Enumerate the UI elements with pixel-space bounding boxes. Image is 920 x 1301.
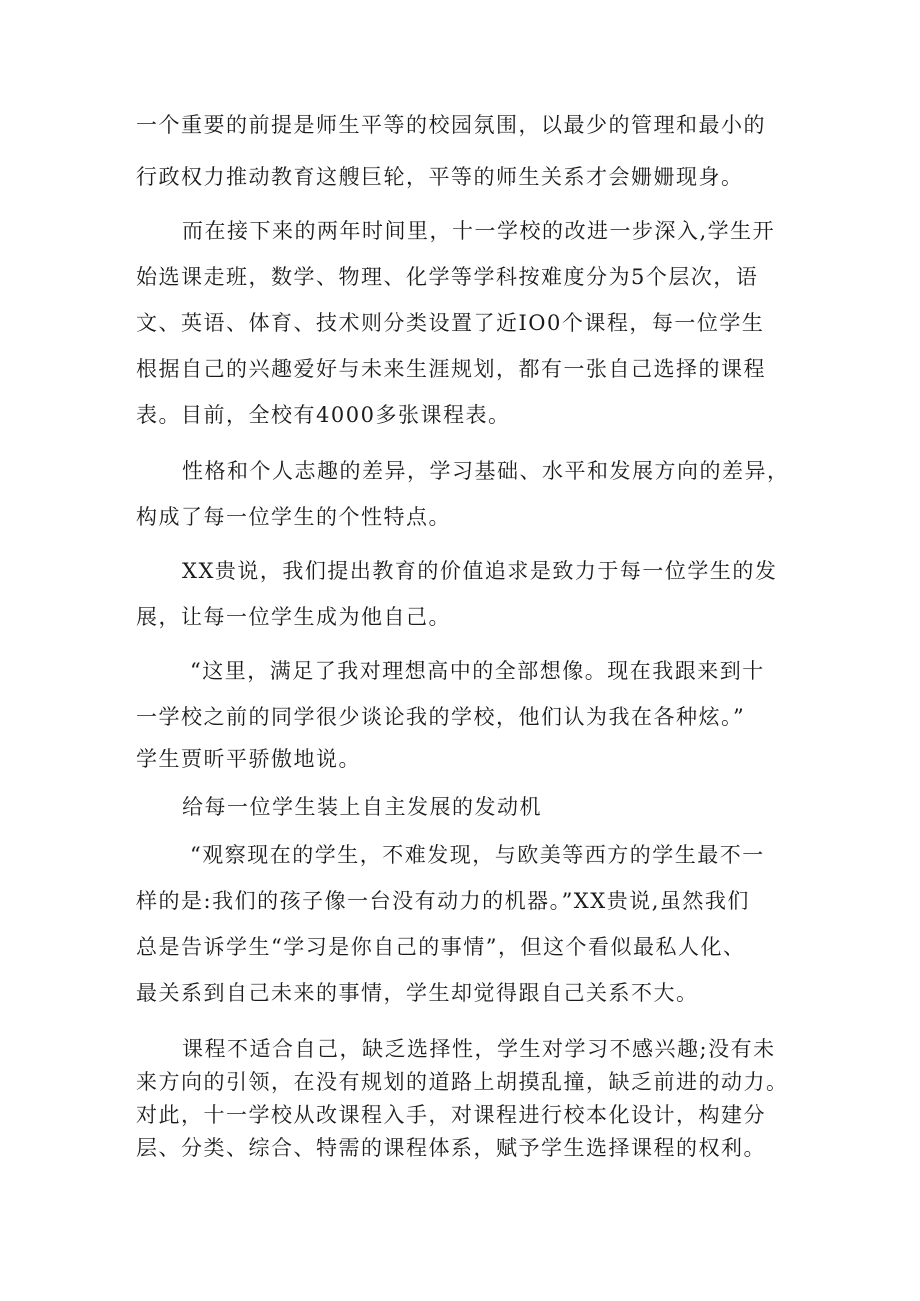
- text-line: 始选课走班，数学、物理、化学等学科按难度分为5个层次，语: [136, 265, 759, 289]
- text-line: 性格和个人志趣的差异，学习基础、水平和发展方向的差异，: [182, 459, 790, 483]
- text-line: 对此，十一学校从改课程入手，对课程进行校本化设计，构建分: [136, 1103, 766, 1127]
- text-line: “观察现在的学生，不难发现，与欧美等西方的学生最不一: [190, 843, 765, 867]
- section-heading: 给每一位学生装上自主发展的发动机: [182, 795, 542, 819]
- text-line: 文、英语、体育、技术则分类设置了近IO0个课程，每一位学生: [136, 311, 765, 335]
- text-line: 总是告诉学生“学习是你自己的事情”，但这个看似最私人化、: [136, 935, 746, 959]
- text-line: 层、分类、综合、特需的课程体系，赋予学生选择课程的权利。: [136, 1136, 766, 1160]
- text-line: XX贵说，我们提出教育的价值追求是致力于每一位学生的发: [182, 559, 778, 583]
- text-line: 行政权力推动教育这艘巨轮，平等的师生关系才会姗姗现身。: [136, 165, 744, 189]
- text-line: 最关系到自己未来的事情，学生却觉得跟自己关系不大。: [136, 981, 699, 1005]
- text-line: 来方向的引领，在没有规划的道路上胡摸乱撞，缺乏前进的动力。: [136, 1070, 789, 1094]
- text-line: 展，让每一位学生成为他自己。: [136, 605, 451, 629]
- text-line: 根据自己的兴趣爱好与未来生涯规划，都有一张自己选择的课程: [136, 357, 766, 381]
- text-line: 课程不适合自己，缺乏选择性，学生对学习不感兴趣;没有未: [182, 1037, 776, 1061]
- text-line: 而在接下来的两年时间里，十一学校的改进一步深入,学生开: [182, 219, 776, 243]
- text-line: 一个重要的前提是师生平等的校园氛围，以最少的管理和最小的: [136, 113, 766, 137]
- text-line: 样的是:我们的孩子像一台没有动力的机器。”XX贵说,虽然我们: [136, 889, 750, 913]
- document-body: [136, 112, 796, 1161]
- text-line: “这里，满足了我对理想高中的全部想像。现在我跟来到十: [190, 659, 765, 683]
- text-line: 构成了每一位学生的个性特点。: [136, 505, 451, 529]
- text-line: 学生贾昕平骄傲地说。: [136, 747, 361, 771]
- text-line: 表。目前，全校有4000多张课程表。: [136, 403, 511, 427]
- text-line: 一学校之前的同学很少谈论我的学校，他们认为我在各种炫。”: [136, 705, 746, 729]
